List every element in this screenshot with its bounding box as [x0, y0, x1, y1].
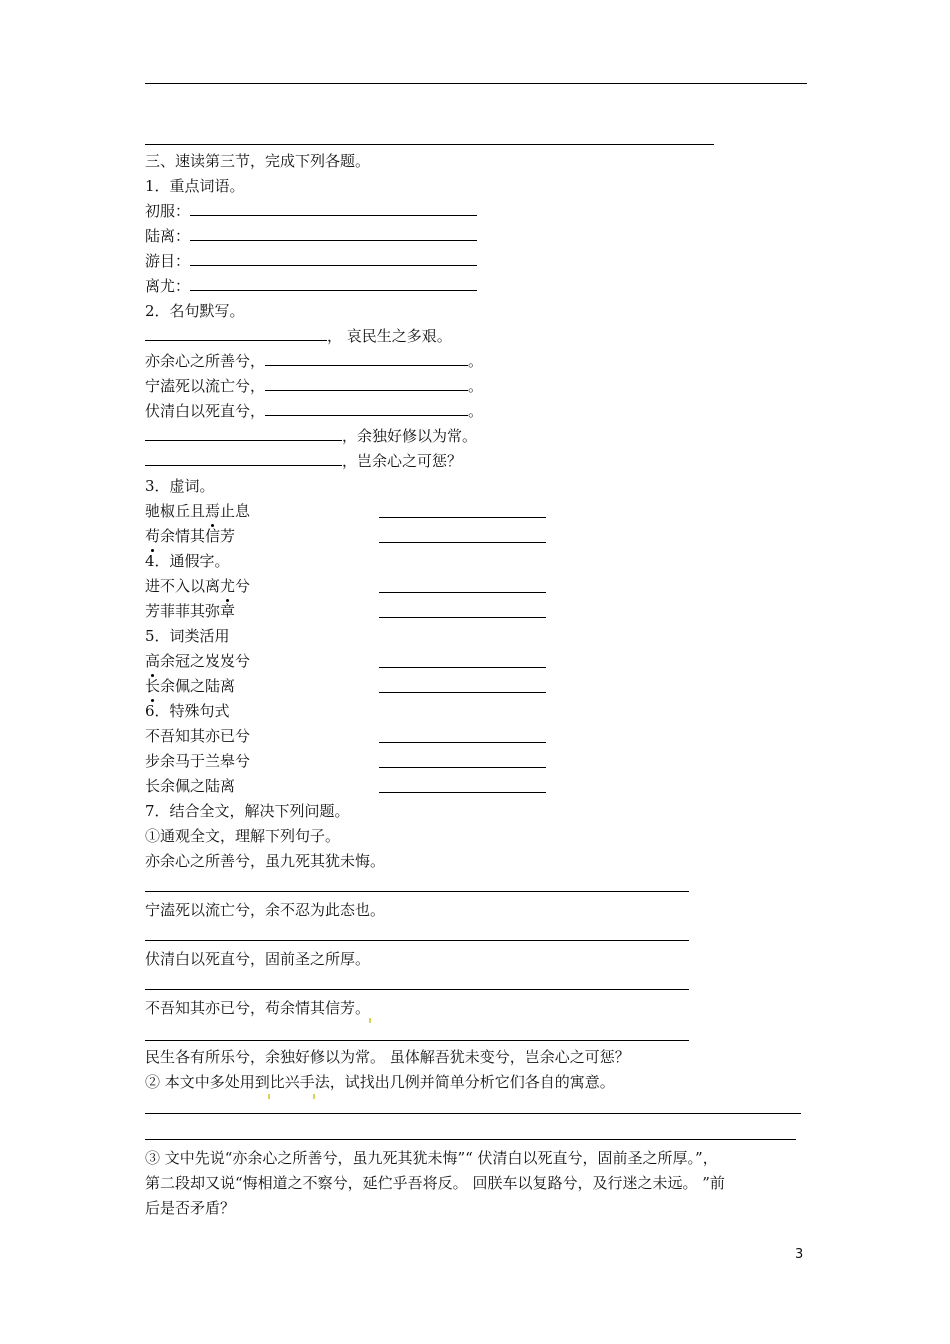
section-title: 三、速读第三节，完成下列各题。 — [145, 152, 371, 170]
q5-sentence: 长余佩之陆离 — [145, 677, 236, 695]
q4-sentence: 进不入以离尤兮 — [145, 577, 251, 595]
highlight-mark — [369, 1018, 371, 1023]
blank-line — [145, 426, 342, 441]
blank-line — [190, 201, 477, 216]
q3-sentence: 驰椒丘且焉止息 — [145, 502, 251, 520]
blank-line — [190, 251, 477, 266]
blank-line — [265, 376, 468, 391]
q2-line: ， 哀民生之多艰。 — [145, 325, 452, 347]
page-number: 3 — [795, 1247, 804, 1262]
answer-line — [379, 542, 546, 543]
q5-sentence: 高余冠之岌岌兮 — [145, 652, 251, 670]
highlight-mark — [313, 1094, 315, 1099]
q5-title: 5．词类活用 — [145, 627, 230, 645]
answer-line — [379, 517, 546, 518]
q3-sentence: 苟余情其信芳 — [145, 527, 236, 545]
q1-item: 陆离： — [145, 225, 477, 247]
blank-line — [265, 351, 468, 366]
answer-line — [145, 940, 689, 941]
q2-line: 宁溘死以流亡兮， 。 — [145, 377, 484, 395]
q6-sentence: 不吾知其亦已兮 — [145, 727, 251, 745]
blank-line — [190, 226, 477, 241]
q2-line: ，岂余心之可惩？ — [145, 450, 462, 472]
q6-sentence: 长余佩之陆离 — [145, 777, 236, 795]
q7-sentence: 宁溘死以流亡兮，余不忍为此态也。 — [145, 901, 386, 919]
answer-line — [379, 592, 546, 593]
answer-line — [379, 792, 546, 793]
answer-line — [379, 767, 546, 768]
answer-line — [379, 667, 546, 668]
q7-sub2: ② 本文中多处用到比兴手法，试找出几例并简单分析它们各自的寓意。 — [145, 1073, 615, 1091]
blank-line — [190, 276, 477, 291]
answer-line — [145, 891, 689, 892]
answer-line — [379, 692, 546, 693]
q7-sub3: 第二段却又说“悔相道之不察兮，延伫乎吾将反。 回朕车以复路兮，及行迷之未远。 ”前 — [145, 1174, 725, 1192]
q7-title: 7．结合全文，解决下列问题。 — [145, 802, 350, 820]
blank-line — [145, 451, 342, 466]
answer-line — [379, 742, 546, 743]
q1-title: 1．重点词语。 — [145, 177, 245, 195]
blank-line — [145, 326, 327, 341]
header-rule — [145, 83, 807, 84]
q6-sentence: 步余马于兰皋兮 — [145, 752, 251, 770]
q7-sub3: ③ 文中先说“亦余心之所善兮，虽九死其犹未悔”“ 伏清白以死直兮，固前圣之所厚。”， — [145, 1149, 718, 1167]
answer-line — [145, 1040, 689, 1041]
q2-title: 2．名句默写。 — [145, 302, 245, 320]
q6-title: 6．特殊句式 — [145, 702, 230, 720]
q7-sub3: 后是否矛盾？ — [145, 1199, 236, 1217]
q7-sentence: 民生各有所乐兮，余独好修以为常。 虽体解吾犹未变兮，岂余心之可惩？ — [145, 1048, 630, 1066]
answer-line — [145, 144, 714, 145]
answer-line — [145, 989, 689, 990]
q7-sentence: 不吾知其亦已兮，苟余情其信芳。 — [145, 999, 371, 1017]
q7-sentence: 亦余心之所善兮，虽九死其犹未悔。 — [145, 852, 386, 870]
q7-sentence: 伏清白以死直兮，固前圣之所厚。 — [145, 950, 371, 968]
q2-line: 亦余心之所善兮， 。 — [145, 352, 484, 370]
q4-sentence: 芳菲菲其弥章 — [145, 602, 236, 620]
q4-title: 4．通假字。 — [145, 552, 230, 570]
blank-line — [265, 401, 468, 416]
q1-item: 离尤： — [145, 275, 477, 297]
q1-item: 游目： — [145, 250, 477, 272]
answer-line — [379, 617, 546, 618]
q2-line: 伏清白以死直兮， 。 — [145, 402, 484, 420]
q7-sub1: ①通观全文，理解下列句子。 — [145, 827, 341, 845]
q1-item: 初服： — [145, 200, 477, 222]
answer-line — [145, 1113, 801, 1114]
highlight-mark — [268, 1094, 270, 1099]
answer-line — [145, 1139, 796, 1140]
q3-title: 3．虚词。 — [145, 477, 215, 495]
q2-line: ，余独好修以为常。 — [145, 425, 477, 447]
